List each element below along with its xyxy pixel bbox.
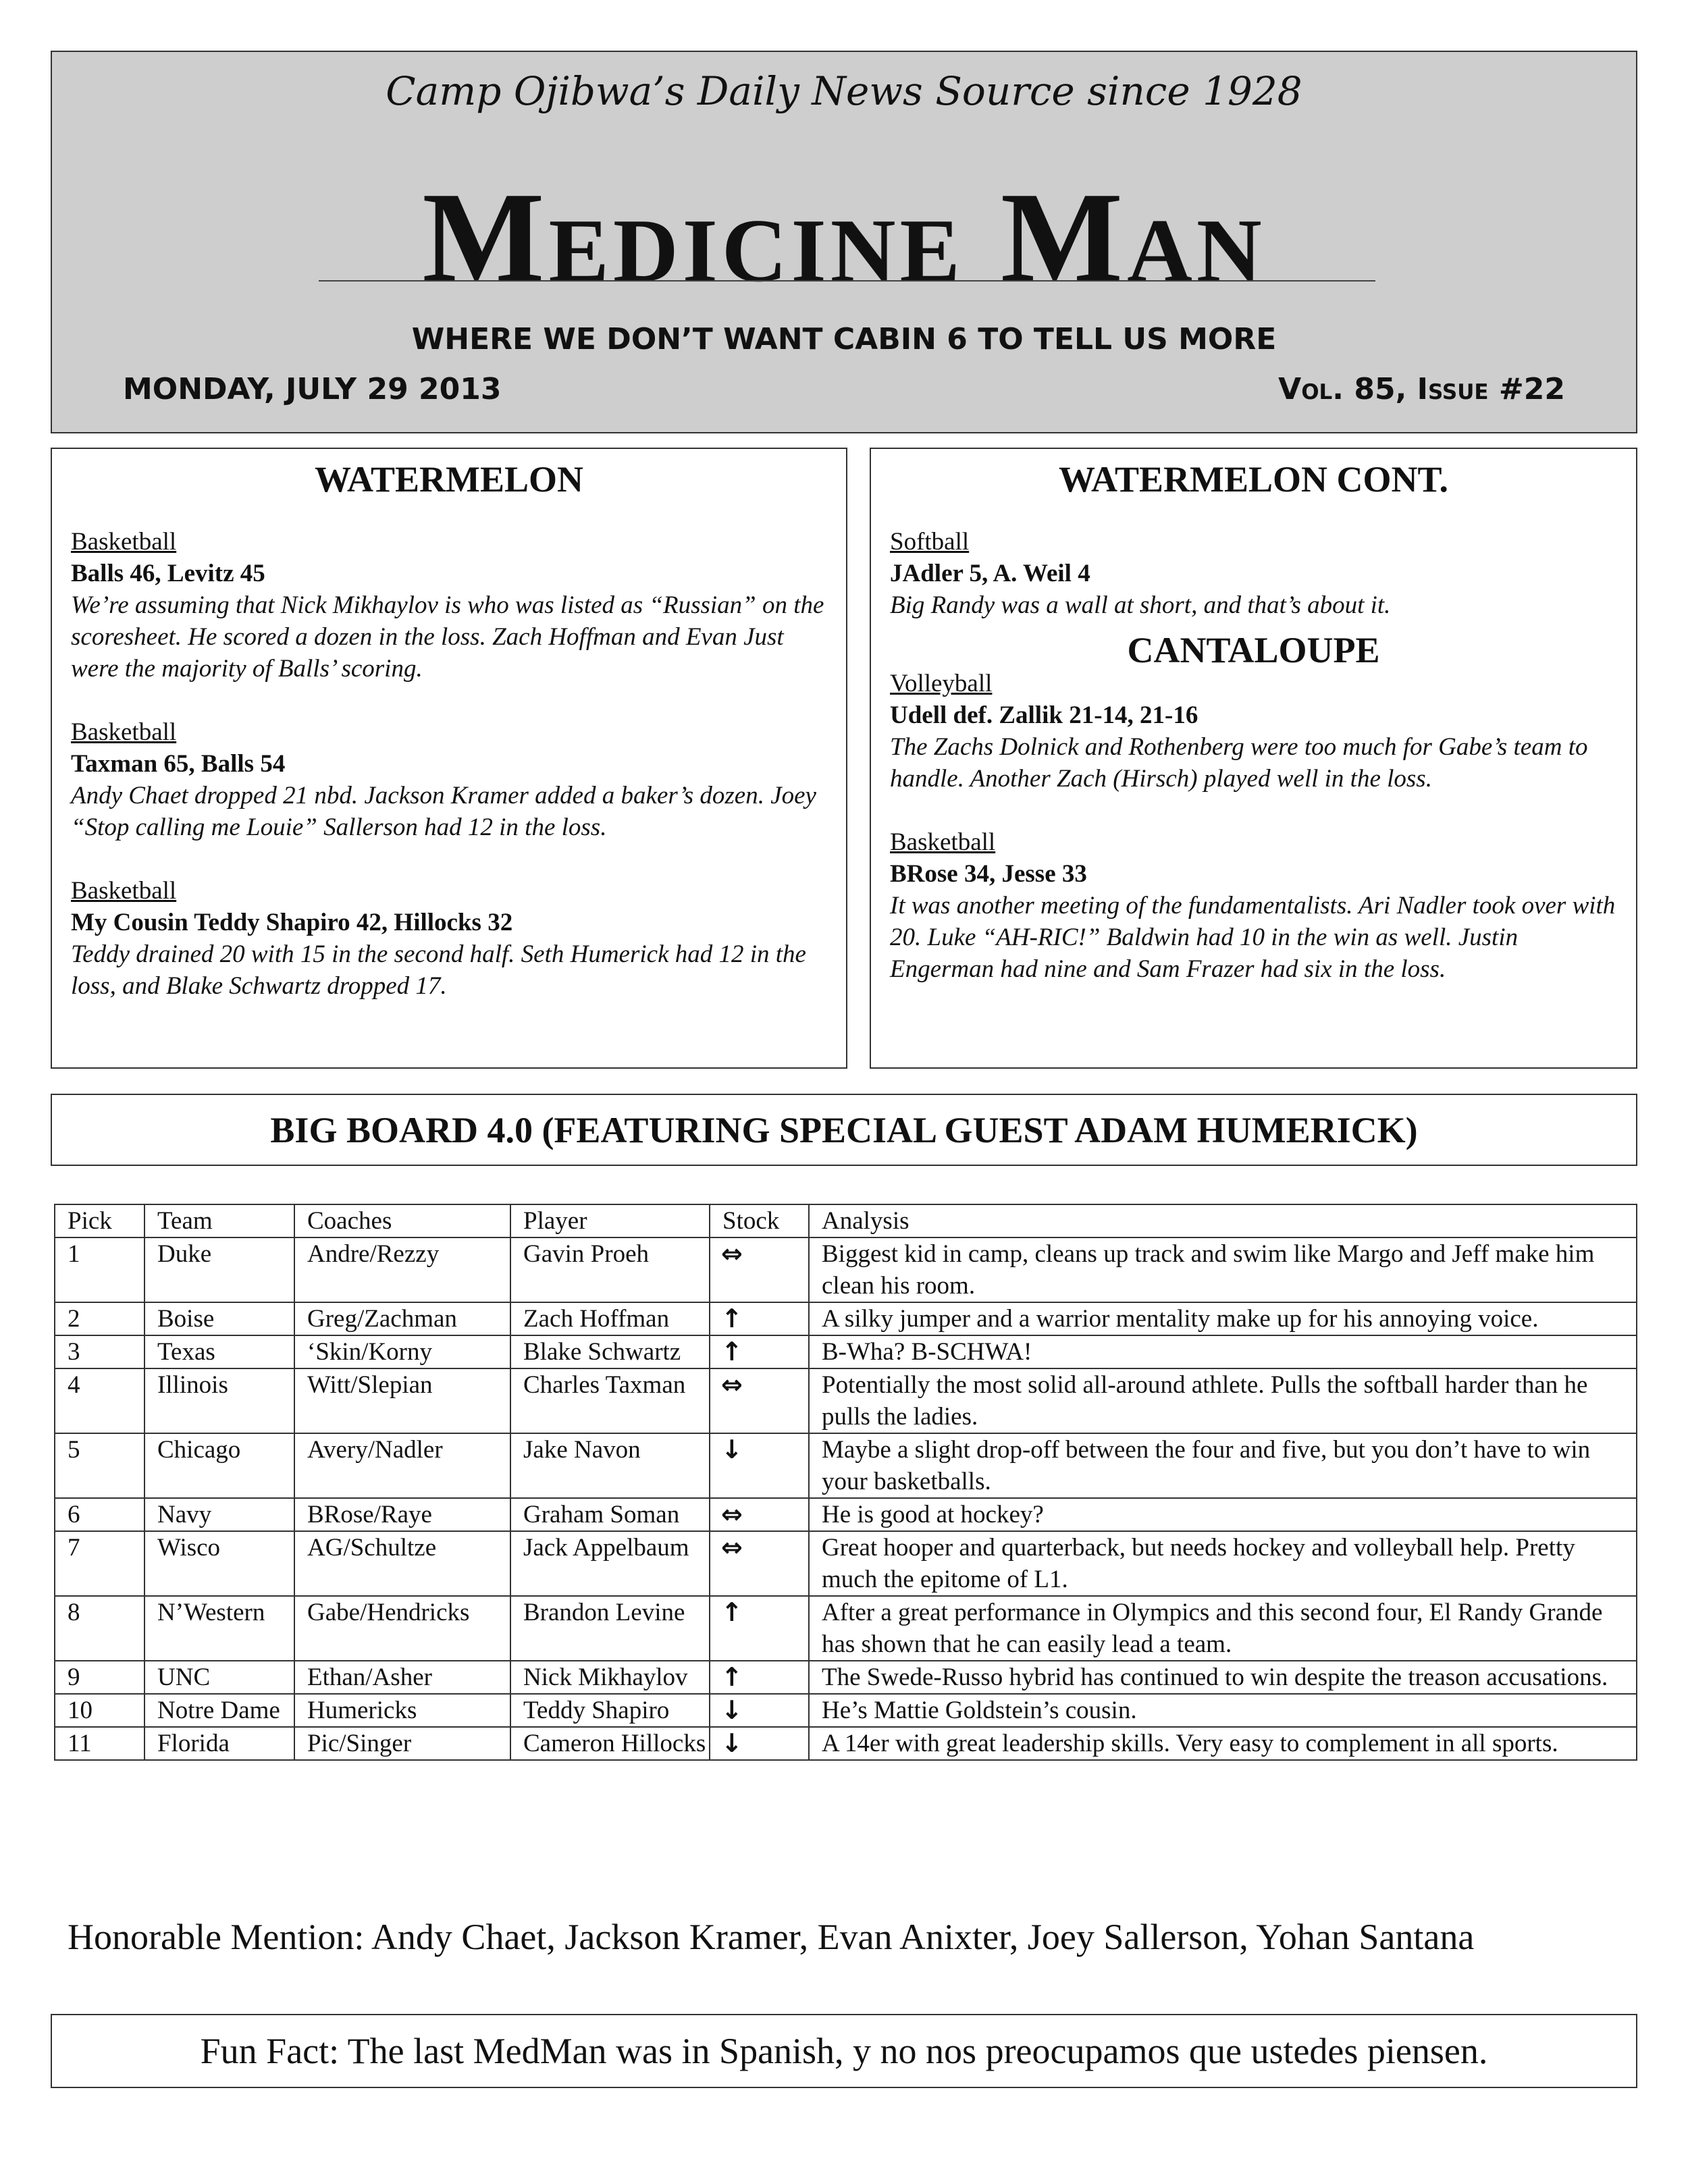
- player-cell: Blake Schwartz: [510, 1335, 710, 1368]
- stock-arrow-icon: ↑: [710, 1302, 809, 1335]
- table-row: [55, 1727, 1637, 1760]
- table-row: [55, 1368, 1637, 1433]
- game-story: [890, 826, 1617, 985]
- pick-cell: 4: [55, 1368, 144, 1433]
- big-board-table: [54, 1204, 1637, 1761]
- game-recap: The Zachs Dolnick and Rothenberg were too much for Gabe’s team to handle. Another Zach (Hirsch) played well in the loss.: [890, 733, 1588, 793]
- player-cell: Cameron Hillocks: [510, 1727, 710, 1760]
- big-board-banner: [51, 1094, 1637, 1166]
- player-cell: Nick Mikhaylov: [510, 1661, 710, 1694]
- watermelon-cont-column: [870, 448, 1637, 1069]
- team-cell: Wisco: [144, 1531, 294, 1596]
- pick-cell: 11: [55, 1727, 144, 1760]
- stock-arrow-icon: ↑: [710, 1661, 809, 1694]
- team-cell: UNC: [144, 1661, 294, 1694]
- analysis-cell: Potentially the most solid all-around athlete. Pulls the softball harder than he pulls the ladies.: [809, 1368, 1637, 1433]
- game-score: Taxman 65, Balls 54: [71, 750, 286, 778]
- analysis-cell: He is good at hockey?: [809, 1498, 1637, 1531]
- team-cell: Texas: [144, 1335, 294, 1368]
- pick-cell: 9: [55, 1661, 144, 1694]
- game-recap: Teddy drained 20 with 15 in the second half. Seth Humerick had 12 in the loss, and Blake Schwartz dropped 17.: [71, 940, 806, 1000]
- coaches-cell: BRose/Raye: [294, 1498, 510, 1531]
- game-story: [890, 668, 1617, 795]
- coaches-cell: Avery/Nadler: [294, 1433, 510, 1498]
- player-cell: Jack Appelbaum: [510, 1531, 710, 1596]
- analysis-cell: Maybe a slight drop-off between the four and five, but you don’t have to win your basketballs.: [809, 1433, 1637, 1498]
- analysis-cell: After a great performance in Olympics and this second four, El Randy Grande has shown that he can easily lead a team.: [809, 1596, 1637, 1661]
- table-row: [55, 1661, 1637, 1694]
- player-cell: Teddy Shapiro: [510, 1694, 710, 1727]
- header-coaches: Coaches: [294, 1204, 510, 1237]
- player-cell: Zach Hoffman: [510, 1302, 710, 1335]
- player-cell: Graham Soman: [510, 1498, 710, 1531]
- header-analysis: Analysis: [809, 1204, 1637, 1237]
- masthead: [51, 51, 1637, 433]
- team-cell: Notre Dame: [144, 1694, 294, 1727]
- sport-label: Basketball: [71, 877, 177, 905]
- game-score: My Cousin Teddy Shapiro 42, Hillocks 32: [71, 909, 513, 936]
- stock-arrow-icon: ↑: [710, 1596, 809, 1661]
- coaches-cell: Andre/Rezzy: [294, 1237, 510, 1302]
- table-header-row: [55, 1204, 1637, 1237]
- game-recap: Big Randy was a wall at short, and that’s about it.: [890, 591, 1391, 619]
- coaches-cell: ‘Skin/Korny: [294, 1335, 510, 1368]
- pick-cell: 10: [55, 1694, 144, 1727]
- table-row: [55, 1335, 1637, 1368]
- table-row: [55, 1302, 1637, 1335]
- game-story: [71, 526, 827, 685]
- table-row: [55, 1694, 1637, 1727]
- team-cell: N’Western: [144, 1596, 294, 1661]
- pick-cell: 5: [55, 1433, 144, 1498]
- fun-fact-box: [51, 2014, 1637, 2088]
- pick-cell: 1: [55, 1237, 144, 1302]
- sport-label: Basketball: [890, 828, 996, 856]
- table-row: [55, 1531, 1637, 1596]
- player-cell: Brandon Levine: [510, 1596, 710, 1661]
- pick-cell: 7: [55, 1531, 144, 1596]
- stock-arrow-icon: ⇔: [710, 1498, 809, 1531]
- game-score: Balls 46, Levitz 45: [71, 560, 265, 587]
- game-recap: Andy Chaet dropped 21 nbd. Jackson Kramer added a baker’s dozen. Joey “Stop calling me Louie” Sallerson had 12 in the loss.: [71, 782, 816, 841]
- game-story: [71, 716, 827, 843]
- game-score: JAdler 5, A. Weil 4: [890, 560, 1090, 587]
- analysis-cell: B-Wha? B-SCHWA!: [809, 1335, 1637, 1368]
- issue-date: MONDAY, JULY 29 2013: [123, 372, 502, 406]
- stock-arrow-icon: ⇔: [710, 1531, 809, 1596]
- table-row: [55, 1237, 1637, 1302]
- sport-label: Volleyball: [890, 670, 993, 697]
- analysis-cell: Biggest kid in camp, cleans up track and swim like Margo and Jeff make him clean his room.: [809, 1237, 1637, 1302]
- big-board-title: BIG BOARD 4.0 (FEATURING SPECIAL GUEST ADAM HUMERICK): [270, 1109, 1418, 1150]
- issue-number: Vol. 85, Issue #22: [1278, 372, 1565, 406]
- analysis-cell: He’s Mattie Goldstein’s cousin.: [809, 1694, 1637, 1727]
- header-team: Team: [144, 1204, 294, 1237]
- coaches-cell: AG/Schultze: [294, 1531, 510, 1596]
- masthead-tagline: Camp Ojibwa’s Daily News Source since 1928: [386, 68, 1302, 114]
- title-underline: [319, 280, 1375, 282]
- coaches-cell: Humericks: [294, 1694, 510, 1727]
- stock-arrow-icon: ↓: [710, 1727, 809, 1760]
- header-player: Player: [510, 1204, 710, 1237]
- pick-cell: 6: [55, 1498, 144, 1531]
- game-story: [71, 875, 827, 1002]
- sport-label: Basketball: [71, 528, 177, 556]
- sport-label: Basketball: [71, 718, 177, 746]
- coaches-cell: Ethan/Asher: [294, 1661, 510, 1694]
- table-row: [55, 1433, 1637, 1498]
- pick-cell: 3: [55, 1335, 144, 1368]
- player-cell: Charles Taxman: [510, 1368, 710, 1433]
- stock-arrow-icon: ↓: [710, 1694, 809, 1727]
- cantaloupe-heading: CANTALOUPE: [1127, 630, 1380, 670]
- game-score: BRose 34, Jesse 33: [890, 860, 1087, 888]
- fun-fact-text: Fun Fact: The last MedMan was in Spanish, y no nos preocupamos que ustedes piensen.: [200, 2031, 1488, 2071]
- coaches-cell: Greg/Zachman: [294, 1302, 510, 1335]
- game-score: Udell def. Zallik 21-14, 21-16: [890, 701, 1198, 729]
- stock-arrow-icon: ↓: [710, 1433, 809, 1498]
- coaches-cell: Gabe/Hendricks: [294, 1596, 510, 1661]
- game-recap: It was another meeting of the fundamentalists. Ari Nadler took over with 20. Luke “AH-RIC!” Baldwin had 10 in the win as well. Justin Engerman had nine and Sam Frazer had six in the loss.: [890, 892, 1616, 983]
- analysis-cell: The Swede-Russo hybrid has continued to win despite the treason accusations.: [809, 1661, 1637, 1694]
- analysis-cell: A 14er with great leadership skills. Very easy to complement in all sports.: [809, 1727, 1637, 1760]
- team-cell: Chicago: [144, 1433, 294, 1498]
- pick-cell: 8: [55, 1596, 144, 1661]
- honorable-mention: Honorable Mention: Andy Chaet, Jackson Kramer, Evan Anixter, Joey Sallerson, Yohan Santana: [68, 1917, 1475, 1957]
- watermelon-column: [51, 448, 847, 1069]
- stock-arrow-icon: ⇔: [710, 1237, 809, 1302]
- sport-label: Softball: [890, 528, 970, 556]
- masthead-motto: WHERE WE DON’T WANT CABIN 6 TO TELL US MORE: [411, 322, 1277, 356]
- table-row: [55, 1596, 1637, 1661]
- coaches-cell: Witt/Slepian: [294, 1368, 510, 1433]
- player-cell: Jake Navon: [510, 1433, 710, 1498]
- watermelon-cont-heading: WATERMELON CONT.: [1058, 459, 1449, 500]
- team-cell: Duke: [144, 1237, 294, 1302]
- team-cell: Florida: [144, 1727, 294, 1760]
- analysis-cell: Great hooper and quarterback, but needs hockey and volleyball help. Pretty much the epitome of L1.: [809, 1531, 1637, 1596]
- team-cell: Navy: [144, 1498, 294, 1531]
- game-recap: We’re assuming that Nick Mikhaylov is who was listed as “Russian” on the scoresheet. He scored a dozen in the loss. Zach Hoffman and Evan Just were the majority of Balls’ scoring.: [71, 591, 824, 683]
- newspaper-title: Medicine Man: [422, 165, 1266, 309]
- header-pick: Pick: [55, 1204, 144, 1237]
- table-row: [55, 1498, 1637, 1531]
- header-stock: Stock: [710, 1204, 809, 1237]
- player-cell: Gavin Proeh: [510, 1237, 710, 1302]
- pick-cell: 2: [55, 1302, 144, 1335]
- watermelon-heading: WATERMELON: [314, 459, 584, 500]
- team-cell: Boise: [144, 1302, 294, 1335]
- team-cell: Illinois: [144, 1368, 294, 1433]
- analysis-cell: A silky jumper and a warrior mentality make up for his annoying voice.: [809, 1302, 1637, 1335]
- coaches-cell: Pic/Singer: [294, 1727, 510, 1760]
- game-story: [890, 526, 1617, 621]
- stock-arrow-icon: ⇔: [710, 1368, 809, 1433]
- stock-arrow-icon: ↑: [710, 1335, 809, 1368]
